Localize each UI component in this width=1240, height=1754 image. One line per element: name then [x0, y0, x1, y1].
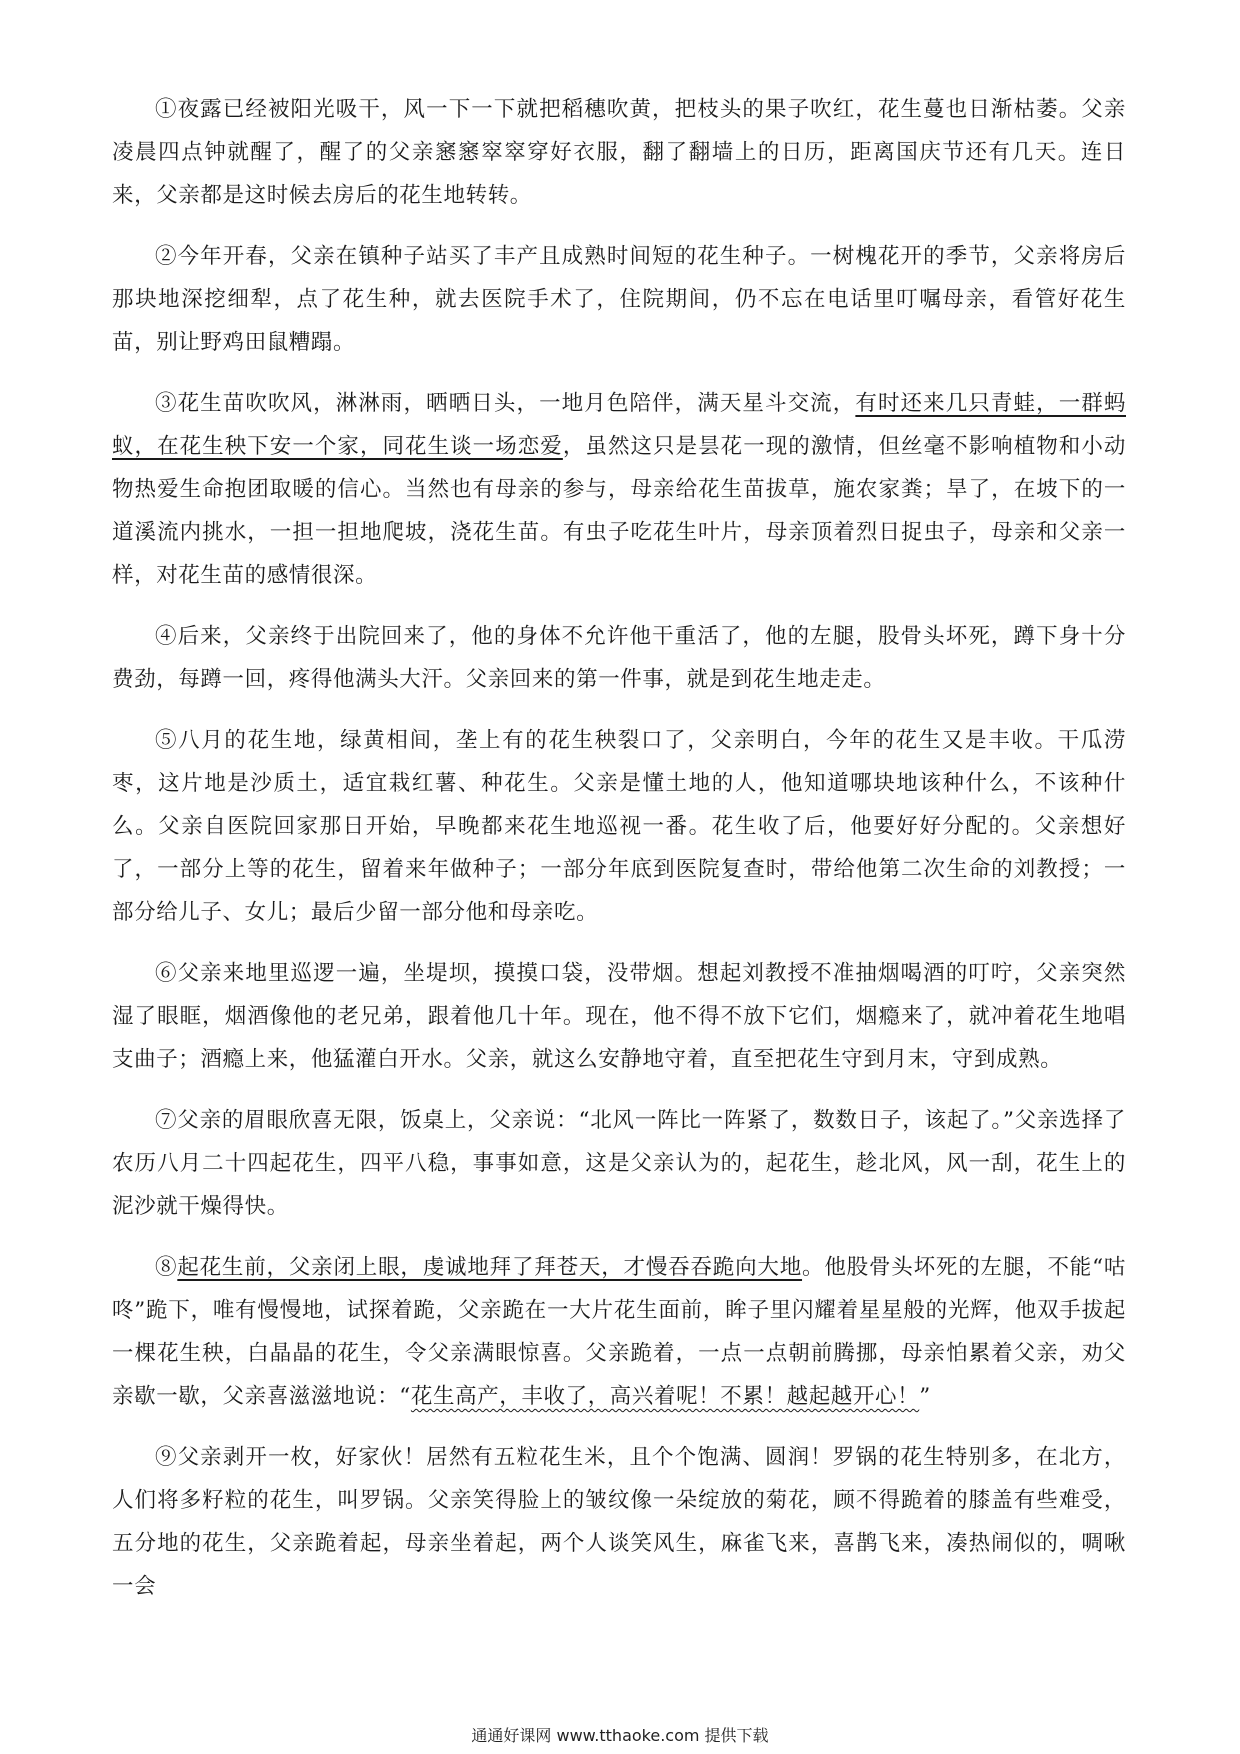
paragraph-6: [112, 952, 1126, 1081]
paragraph-7: [112, 1099, 1126, 1228]
page-footer: 通通好课网 www.tthaoke.com 提供下载: [471, 1726, 769, 1745]
paragraph-8-text: 。他股骨头坏死的左腿，不能“咕咚”跪下，唯有慢慢地，试探着跪，父亲跪在一大片花生面前，眸子里闪耀着星星般的光辉，他双手拔起一棵花生秧，白晶晶的花生，令父亲满眼惊喜。父亲跪着，一点一点朝前腾挪，母亲怕累着父亲，劝父亲歇一歇，父亲喜滋滋地说：“: [112, 1255, 1126, 1409]
paragraph-4: [112, 615, 1126, 701]
paragraph-9-text: ⑨父亲剥开一枚，好家伙！居然有五粒花生米，且个个饱满、圆润！罗锅的花生特别多，在北方，人们将多籽粒的花生，叫罗锅。父亲笑得脸上的皱纹像一朵绽放的菊花，顾不得跪着的膝盖有些难受，五分地的花生，父亲跪着起，母亲坐着起，两个人谈笑风生，麻雀飞来，喜鹊飞来，凑热闹似的，啁啾一会: [112, 1445, 1126, 1599]
paragraph-3-text: ③花生苗吹吹风，淋淋雨，晒晒日头，一地月色陪伴，满天星斗交流，: [155, 391, 856, 416]
paragraph-3: [112, 382, 1126, 597]
paragraph-5-text: ⑤八月的花生地，绿黄相间，垄上有的花生秧裂口了，父亲明白，今年的花生又是丰收。干瓜涝枣，这片地是沙质土，适宜栽红薯、种花生。父亲是懂土地的人，他知道哪块地该种什么，不该种什么。父亲自医院回家那日开始，早晚都来花生地巡视一番。花生收了后，他要好好分配的。父亲想好了，一部分上等的花生，留着来年做种子；一部分年底到医院复查时，带给他第二次生命的刘教授；一部分给儿子、女儿；最后少留一部分他和母亲吃。: [112, 728, 1126, 925]
paragraph-2: [112, 235, 1126, 364]
paragraph-1: [112, 88, 1126, 217]
paragraph-4-text: ④后来，父亲终于出院回来了，他的身体不允许他干重活了，他的左腿，股骨头坏死，蹲下身十分费劲，每蹲一回，疼得他满头大汗。父亲回来的第一件事，就是到花生地走走。: [112, 624, 1126, 692]
paragraph-8-number: ⑧: [155, 1255, 178, 1280]
paragraph-3-text-rest: ，虽然这只是昙花一现的激情，但丝毫不影响植物和小动物热爱生命抱团取暖的信心。当然也有母亲的参与，母亲给花生苗拔草，施农家粪；旱了，在坡下的一道溪流内挑水，一担一担地爬坡，浇花生苗。有虫子吃花生叶片，母亲顶着烈日捉虫子，母亲和父亲一样，对花生苗的感情很深。: [112, 434, 1126, 588]
paragraph-5: [112, 719, 1126, 934]
underlined-sentence: 有时还来几只青蛙，一群蚂蚁，在花生秧下安一个家，同花生谈一场恋爱: [112, 391, 1126, 459]
paragraph-6-text: ⑥父亲来地里巡逻一遍，坐堤坝，摸摸口袋，没带烟。想起刘教授不准抽烟喝酒的叮咛，父亲突然湿了眼眶，烟酒像他的老兄弟，跟着他几十年。现在，他不得不放下它们，烟瘾来了，就冲着花生地唱支曲子；酒瘾上来，他猛灌白开水。父亲，就这么安静地守着，直至把花生守到月末，守到成熟。: [112, 961, 1126, 1072]
closing-quote: ”: [919, 1384, 931, 1409]
paragraph-7-text: ⑦父亲的眉眼欣喜无限，饭桌上，父亲说：“北风一阵比一阵紧了，数数日子，该起了。”父亲选择了农历八月二十四起花生，四平八稳，事事如意，这是父亲认为的，起花生，趁北风，风一刮，花生上的泥沙就干燥得快。: [112, 1108, 1126, 1219]
paragraph-1-text: ①夜露已经被阳光吸干，风一下一下就把稻穗吹黄，把枝头的果子吹红，花生蔓也日渐枯萎。父亲凌晨四点钟就醒了，醒了的父亲窸窸窣窣穿好衣服，翻了翻墙上的日历，距离国庆节还有几天。连日来，父亲都是这时候去房后的花生地转转。: [112, 97, 1126, 208]
paragraph-8: [112, 1246, 1126, 1418]
article-body: [112, 88, 1126, 1626]
paragraph-9: [112, 1436, 1126, 1608]
paragraph-2-text: ②今年开春，父亲在镇种子站买了丰产且成熟时间短的花生种子。一树槐花开的季节，父亲将房后那块地深挖细犁，点了花生种，就去医院手术了，住院期间，仍不忘在电话里叮嘱母亲，看管好花生苗，别让野鸡田鼠糟蹋。: [112, 244, 1126, 355]
wavy-underlined-quote: 花生高产，丰收了，高兴着呢！不累！越起越开心！: [410, 1384, 920, 1409]
underlined-sentence: 起花生前，父亲闭上眼，虔诚地拜了拜苍天，才慢吞吞跪向大地: [177, 1255, 803, 1280]
